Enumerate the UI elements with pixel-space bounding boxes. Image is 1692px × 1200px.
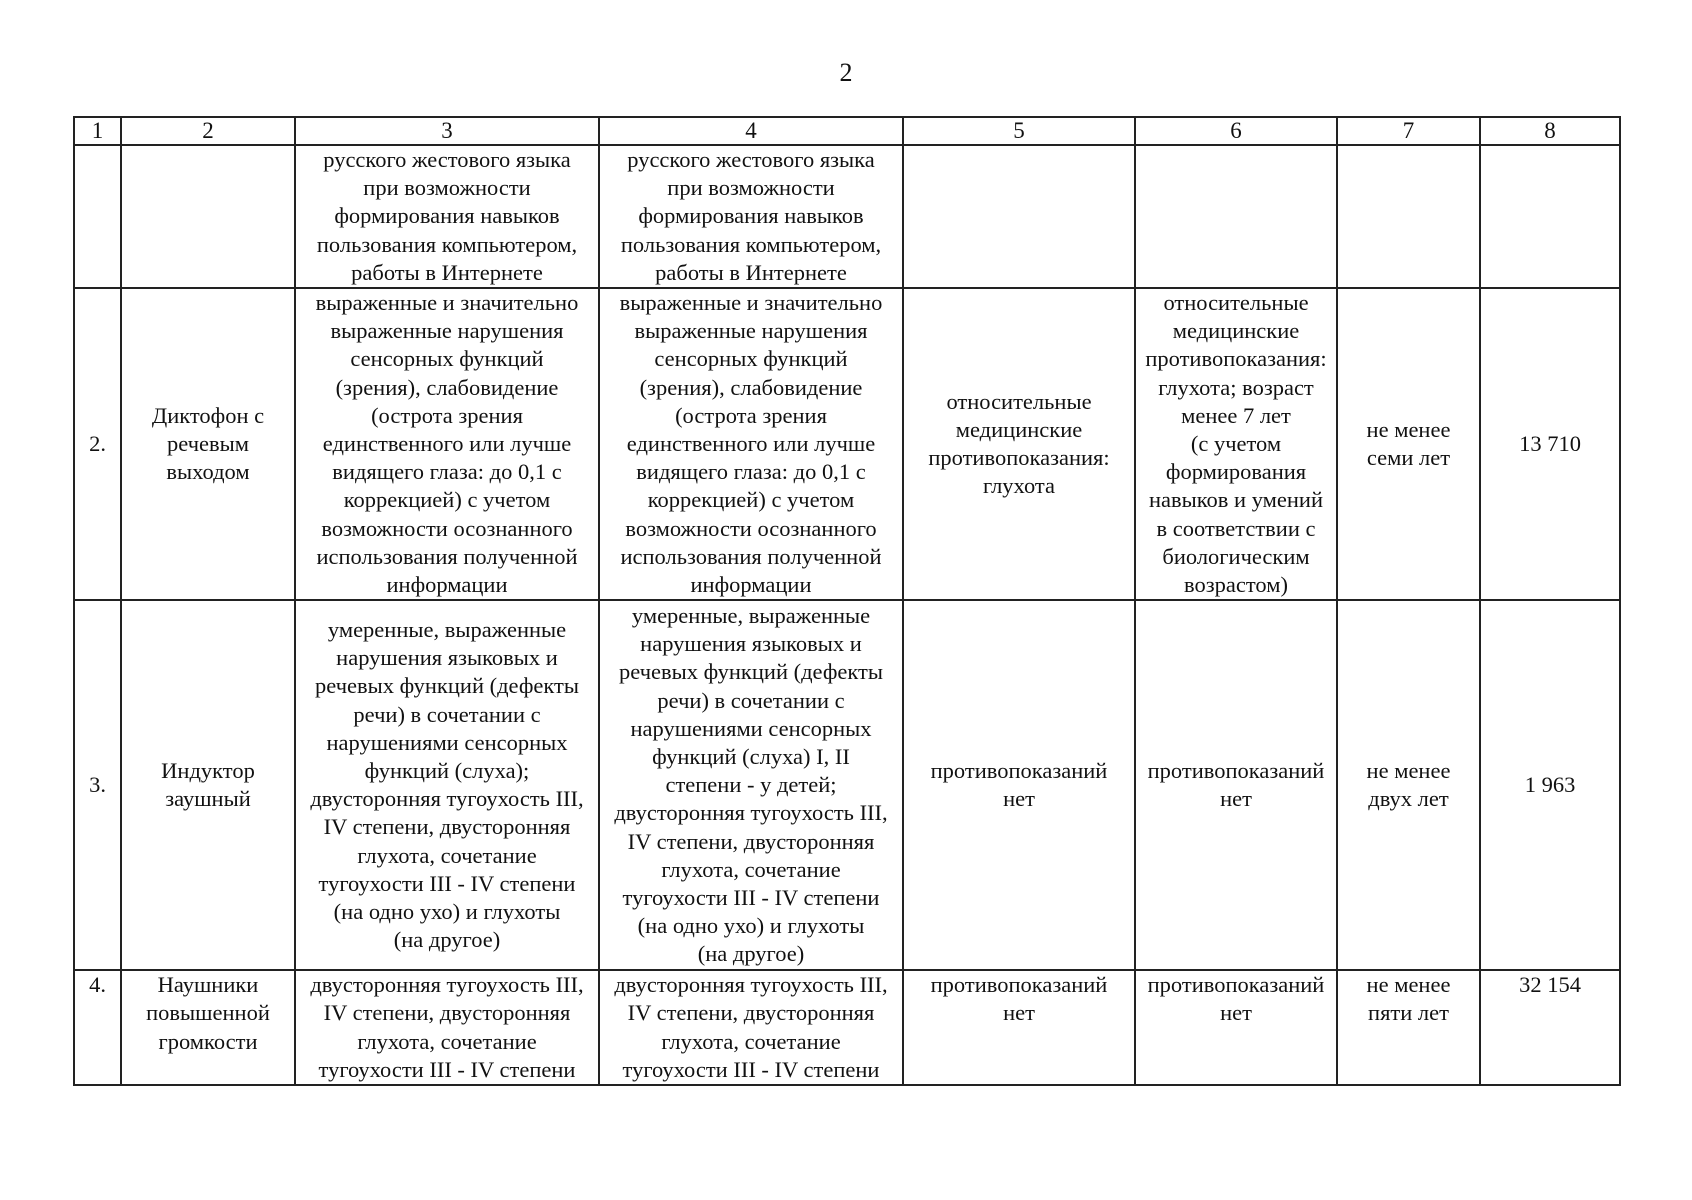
column-number-header: 2	[121, 117, 295, 145]
product-name-cell: Индуктор заушный	[121, 600, 295, 970]
table-row	[74, 600, 1620, 970]
column-number-header: 5	[903, 117, 1135, 145]
contraindications-children-cell: относительные медицинские противопоказания: глухота; возраст менее 7 лет (с учетом формирования навыков и умений в соответствии с биологическим возрастом)	[1135, 288, 1337, 600]
indications-children-cell: двусторонняя тугоухость III, IV степени, двусторонняя глухота, сочетание тугоухости III - IV степени	[599, 970, 903, 1085]
page-number: 2	[839, 58, 853, 87]
contraindications-cell	[903, 145, 1135, 288]
table-row	[74, 288, 1620, 600]
indications-cell: выраженные и значительно выраженные нарушения сенсорных функций (зрения), слабовидение (острота зрения единственного или лучше видящего глаза: до 0,1 с коррекцией) с учетом возможности осознанного использования полученной информации	[295, 288, 599, 600]
price-cell: 1 963	[1480, 600, 1620, 970]
column-number-header: 6	[1135, 117, 1337, 145]
product-name-cell: Диктофон с речевым выходом	[121, 288, 295, 600]
indications-children-cell: умеренные, выраженные нарушения языковых и речевых функций (дефекты речи) в сочетании с нарушениями сенсорных функций (слуха) I, II степени - у детей; двусторонняя тугоухость III, IV степени, двусторонняя глухота, сочетание тугоухости III - IV степени (на одно ухо) и глухоты (на другое)	[599, 600, 903, 970]
service-life-cell: не менее семи лет	[1337, 288, 1480, 600]
contraindications-cell: противопоказаний нет	[903, 600, 1135, 970]
column-number-header: 7	[1337, 117, 1480, 145]
price-cell: 13 710	[1480, 288, 1620, 600]
service-life-cell: не менее пяти лет	[1337, 970, 1480, 1085]
contraindications-cell: противопоказаний нет	[903, 970, 1135, 1085]
row-number-cell: 2.	[74, 288, 121, 600]
product-name-cell: Наушники повышенной громкости	[121, 970, 295, 1085]
contraindications-children-cell: противопоказаний нет	[1135, 600, 1337, 970]
service-life-cell	[1337, 145, 1480, 288]
indications-cell: русского жестового языка при возможности формирования навыков пользования компьютером, работы в Интернете	[295, 145, 599, 288]
row-number-cell: 4.	[74, 970, 121, 1085]
column-number-header: 4	[599, 117, 903, 145]
price-cell	[1480, 145, 1620, 288]
indications-cell: двусторонняя тугоухость III, IV степени, двусторонняя глухота, сочетание тугоухости III - IV степени	[295, 970, 599, 1085]
product-name-cell	[121, 145, 295, 288]
column-number-row	[74, 117, 1620, 145]
indications-cell: умеренные, выраженные нарушения языковых и речевых функций (дефекты речи) в сочетании с нарушениями сенсорных функций (слуха); двусторонняя тугоухость III, IV степени, двусторонняя глухота, сочетание тугоухости III - IV степени (на одно ухо) и глухоты (на другое)	[295, 600, 599, 970]
contraindications-children-cell: противопоказаний нет	[1135, 970, 1337, 1085]
price-cell: 32 154	[1480, 970, 1620, 1085]
indications-children-cell: русского жестового языка при возможности формирования навыков пользования компьютером, работы в Интернете	[599, 145, 903, 288]
column-number-header: 1	[74, 117, 121, 145]
row-number-cell	[74, 145, 121, 288]
column-number-header: 3	[295, 117, 599, 145]
service-life-cell: не менее двух лет	[1337, 600, 1480, 970]
requirements-table	[73, 116, 1621, 1086]
contraindications-children-cell	[1135, 145, 1337, 288]
table-row	[74, 970, 1620, 1085]
column-number-header: 8	[1480, 117, 1620, 145]
indications-children-cell: выраженные и значительно выраженные нарушения сенсорных функций (зрения), слабовидение (острота зрения единственного или лучше видящего глаза: до 0,1 с коррекцией) с учетом возможности осознанного использования полученной информации	[599, 288, 903, 600]
contraindications-cell: относительные медицинские противопоказания: глухота	[903, 288, 1135, 600]
row-number-cell: 3.	[74, 600, 121, 970]
table-row	[74, 145, 1620, 288]
